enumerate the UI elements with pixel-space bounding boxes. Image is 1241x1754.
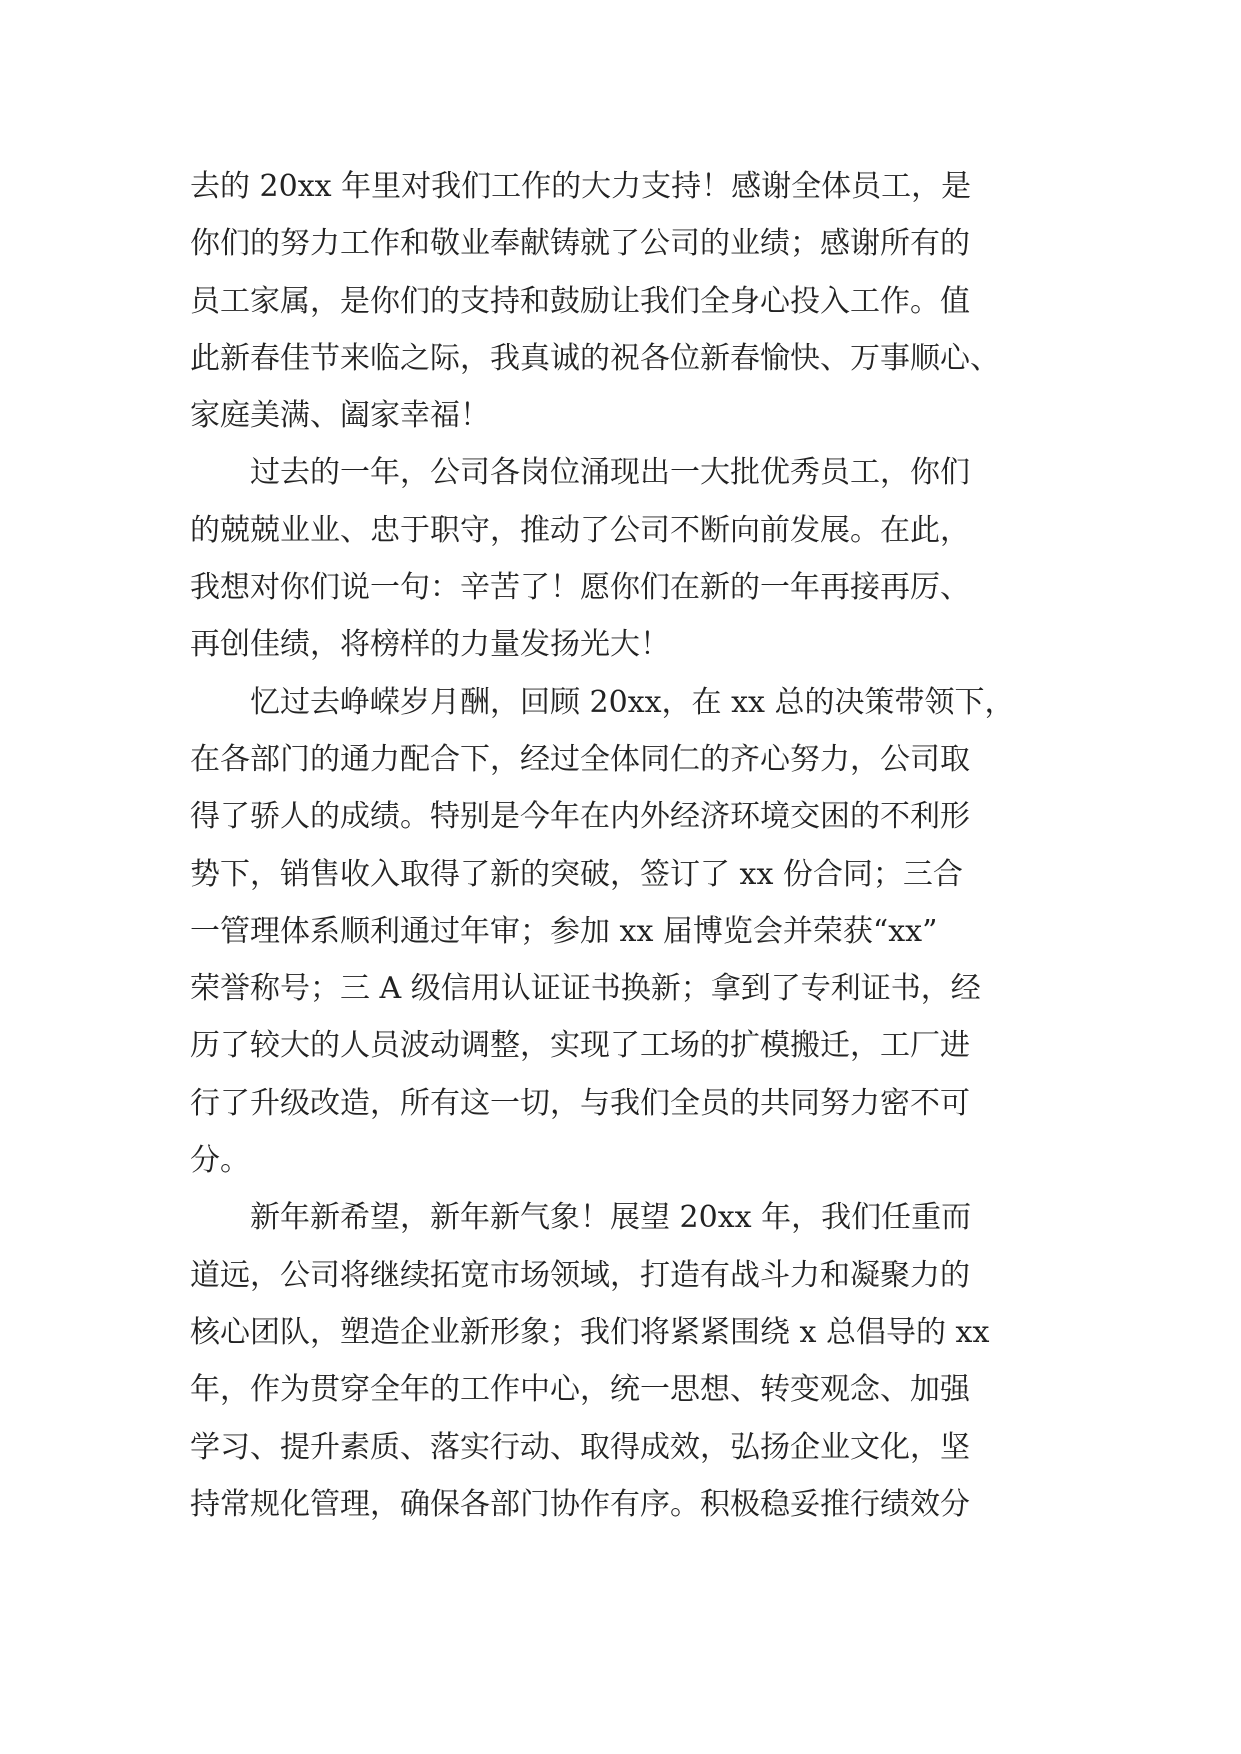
text-line: 分。 [190,1143,250,1179]
text-line: 我想对你们说一句：辛苦了！愿你们在新的一年再接再厉、 [190,570,970,606]
text-line: 核心团队，塑造企业新形象；我们将紧紧围绕 x 总倡导的 xx [190,1314,990,1350]
text-line: 新年新希望，新年新气象！展望 20xx 年，我们任重而 [250,1200,972,1236]
paragraph-1 [190,158,1070,444]
text-line: 员工家属，是你们的支持和鼓励让我们全身心投入工作。值 [190,283,970,319]
paragraph-4 [190,1189,1070,1533]
text-line: 去的 20xx 年里对我们工作的大力支持！感谢全体员工，是 [190,169,972,204]
text-line: 势下，销售收入取得了新的突破，签订了 xx 份合同；三合 [190,856,963,892]
text-line: 道远，公司将继续拓宽市场领域，打造有战斗力和凝聚力的 [190,1257,970,1293]
text-line: 荣誉称号；三 A 级信用认证证书换新；拿到了专利证书，经 [190,971,981,1007]
text-line: 的兢兢业业、忠于职守，推动了公司不断向前发展。在此， [190,512,970,548]
text-line: 持常规化管理，确保各部门协作有序。积极稳妥推行绩效分 [190,1486,970,1522]
text-line: 过去的一年，公司各岗位涌现出一大批优秀员工，你们 [250,455,970,491]
text-line: 得了骄人的成绩。特别是今年在内外经济环境交困的不利形 [190,799,970,835]
text-line: 行了升级改造，所有这一切，与我们全员的共同努力密不可 [190,1085,970,1121]
text-line: 你们的努力工作和敬业奉献铸就了公司的业绩；感谢所有的 [190,226,970,262]
text-line: 历了较大的人员波动调整，实现了工场的扩模搬迁，工厂进 [190,1028,970,1064]
text-line: 此新春佳节来临之际，我真诚的祝各位新春愉快、万事顺心、 [190,340,1000,376]
text-line: 在各部门的通力配合下，经过全体同仁的齐心努力，公司取 [190,741,970,777]
paragraph-3 [190,674,1070,1190]
text-line: 年，作为贯穿全年的工作中心，统一思想、转变观念、加强 [190,1372,970,1408]
text-line: 忆过去峥嵘岁月酬，回顾 20xx，在 xx 总的决策带领下， [250,684,1015,720]
document-body [190,158,1070,1533]
paragraph-2 [190,444,1070,673]
text-line: 学习、提升素质、落实行动、取得成效，弘扬企业文化，坚 [190,1429,970,1465]
text-line: 再创佳绩，将榜样的力量发扬光大！ [190,627,670,663]
text-line: 一管理体系顺利通过年审；参加 xx 届博览会并荣获“xx” [190,913,938,949]
text-line: 家庭美满、阖家幸福！ [190,398,490,434]
